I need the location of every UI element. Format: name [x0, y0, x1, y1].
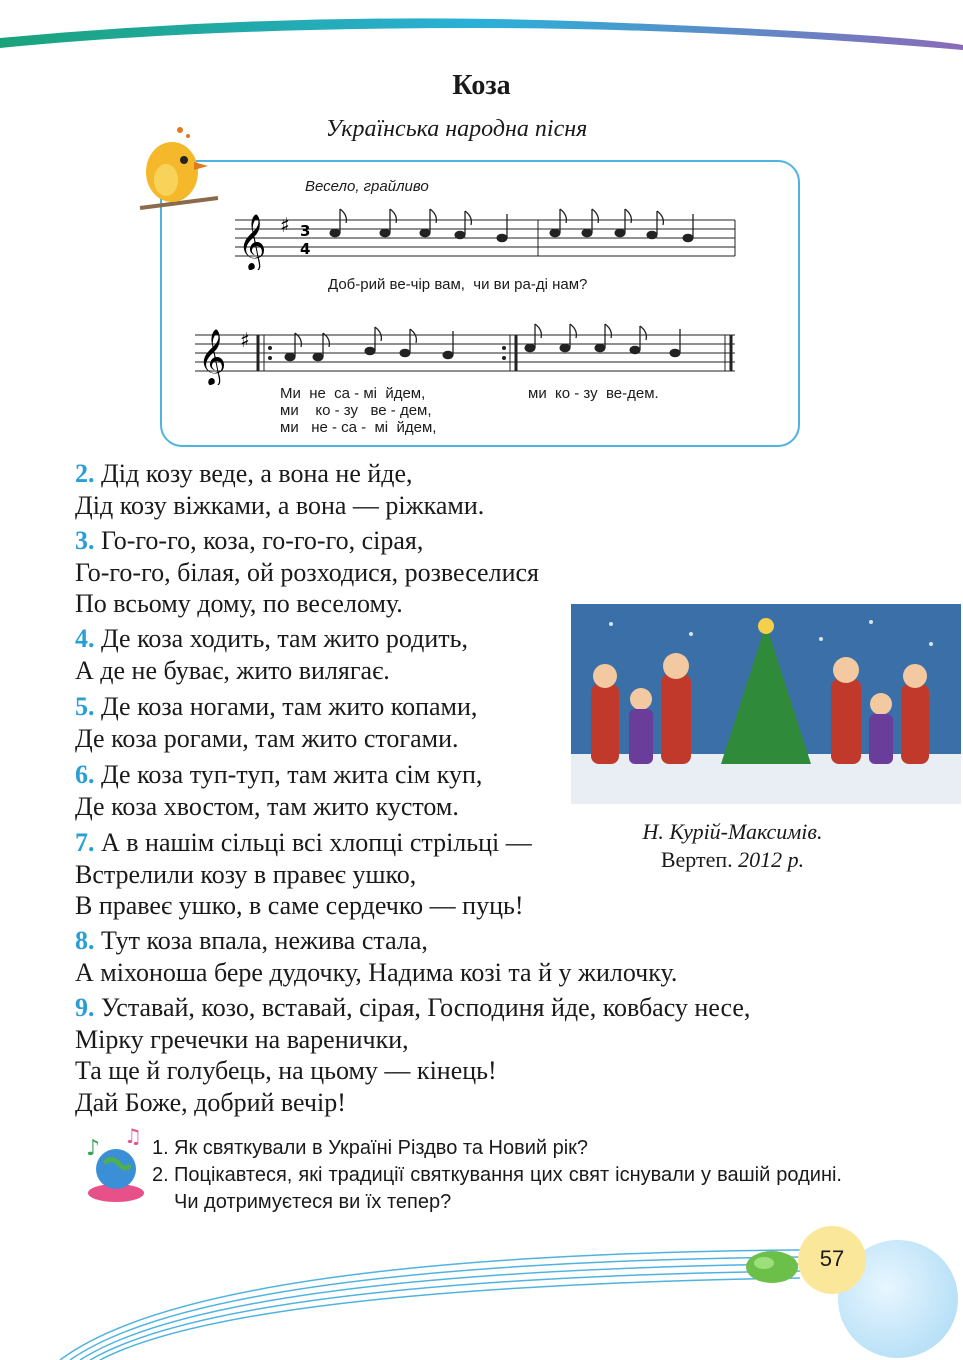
question-number: 1.	[152, 1137, 169, 1159]
verse	[75, 458, 484, 521]
verse-text: А в нашім сільці всі хлопці стрільці —	[94, 828, 532, 857]
note-head	[380, 229, 390, 237]
svg-text:𝄞: 𝄞	[238, 214, 267, 270]
note-head	[647, 231, 657, 239]
caption-year: 2012 р.	[738, 847, 805, 872]
question-number: 2.	[152, 1164, 169, 1186]
verse-line: Го-го-го, білая, ой розходися, розвеселися	[75, 557, 539, 587]
painting-caption	[600, 818, 865, 874]
verse-text: Де коза ногами, там жито копами,	[94, 692, 478, 721]
verse	[75, 759, 482, 822]
verse-text: Го-го-го, коза, го-го-го, сірая,	[94, 526, 424, 555]
lyric-line-2-left: Ми не са - мі йдем, ми ко - зу ве - дем, ми не - са - мі йдем,	[280, 385, 437, 436]
globe-music-icon	[80, 1125, 152, 1205]
lyric-line-1: Доб-рий ве-чір вам, чи ви ра-ді нам?	[328, 276, 588, 293]
lyric-line-2-right: ми ко - зу ве-дем.	[528, 385, 659, 402]
note-head	[285, 353, 295, 361]
time-signature-top: 3	[300, 222, 311, 240]
verse	[75, 623, 468, 686]
caption-author: Н. Курій-Максимів.	[642, 819, 823, 844]
song-title: Коза	[452, 70, 511, 101]
verse-number: 3.	[75, 526, 95, 555]
verse-line: Встрелили козу в правеє ушко,	[75, 859, 417, 889]
svg-text:♪: ♪	[86, 1136, 101, 1161]
verse-text: Де коза туп-туп, там жита сім куп,	[94, 760, 483, 789]
verse-text: Де коза ходить, там жито родить,	[94, 624, 469, 653]
verse-line	[75, 691, 477, 723]
note-head	[630, 346, 640, 354]
song-subtitle: Українська народна пісня	[325, 116, 588, 142]
verse	[75, 925, 677, 988]
verse	[75, 827, 532, 922]
note-head	[550, 229, 560, 237]
note-head	[595, 344, 605, 352]
question-item	[152, 1135, 842, 1162]
bird-illustration	[130, 110, 220, 220]
verse-text: Тут коза впала, нежива стала,	[94, 926, 428, 955]
note-head	[365, 347, 375, 355]
svg-text:♯: ♯	[280, 213, 290, 237]
verse-line	[75, 925, 677, 957]
verse-line: Дай Боже, добрий вечір!	[75, 1087, 346, 1117]
question-item	[152, 1162, 842, 1216]
music-staff-1	[230, 200, 740, 270]
verse-line	[75, 525, 539, 557]
note-head	[582, 229, 592, 237]
verse-number: 6.	[75, 760, 95, 789]
question-text: Поцікавтеся, які традиції святкування цих свят існували у вашій родині. Чи дотримуєтеся ви їх тепер?	[174, 1164, 842, 1213]
verse-line: В правеє ушко, в саме сердечко — пуць!	[75, 891, 524, 920]
verse-number: 8.	[75, 926, 95, 955]
verse-number: 2.	[75, 459, 95, 488]
caption-work: Вертеп.	[660, 847, 733, 872]
verse	[75, 691, 477, 754]
music-staff-2	[190, 315, 740, 385]
verse-line	[75, 992, 750, 1024]
verse-line	[75, 623, 468, 655]
note-head	[455, 231, 465, 239]
vertep-painting	[571, 604, 961, 804]
note-head	[615, 229, 625, 237]
note-head	[560, 344, 570, 352]
note-head	[330, 229, 340, 237]
note-head	[683, 234, 693, 242]
verse-line	[75, 759, 482, 791]
verse-line: Та ще й голубець, на цьому — кінець!	[75, 1056, 497, 1085]
tempo-marking: Весело, грайливо	[305, 178, 429, 195]
verse-number: 7.	[75, 828, 95, 857]
svg-text:♯: ♯	[240, 328, 250, 352]
verse-line: По всьому дому, по веселому.	[75, 589, 403, 618]
verse	[75, 525, 539, 620]
note-head	[670, 349, 680, 357]
verse-line: А де не буває, жито вилягає.	[75, 655, 390, 685]
verse-text: Дід козу веде, а вона не йде,	[94, 459, 413, 488]
verse-line	[75, 827, 532, 859]
page-number: 57	[819, 1246, 845, 1271]
note-head	[525, 344, 535, 352]
verse-line	[75, 458, 484, 490]
verse-line: Де коза рогами, там жито стогами.	[75, 723, 459, 753]
verse-line: А міхоноша бере дудочку, Надима козі та й у жилочку.	[75, 957, 678, 987]
verse-line: Де коза хвостом, там жито кустом.	[75, 791, 459, 821]
verse-line: Мірку гречечки на варенички,	[75, 1024, 409, 1054]
time-signature-bottom: 4	[300, 240, 311, 258]
note-head	[497, 234, 507, 242]
verse-number: 4.	[75, 624, 95, 653]
verse-text: Уставай, козо, вставай, сірая, Господиня йде, ковбасу несе,	[94, 993, 751, 1022]
svg-text:♫: ♫	[124, 1125, 142, 1148]
verse-number: 5.	[75, 692, 95, 721]
note-head	[400, 349, 410, 357]
questions-list	[152, 1135, 842, 1216]
question-text: Як святкували в Україні Різдво та Новий рік?	[174, 1137, 589, 1159]
note-head	[313, 353, 323, 361]
svg-text:𝄞: 𝄞	[198, 329, 227, 385]
verse	[75, 992, 750, 1118]
top-decorative-band	[0, 0, 963, 60]
verse-line: Дід козу віжками, а вона — ріжками.	[75, 490, 485, 520]
note-head	[443, 351, 453, 359]
verse-number: 9.	[75, 993, 95, 1022]
note-head	[420, 229, 430, 237]
